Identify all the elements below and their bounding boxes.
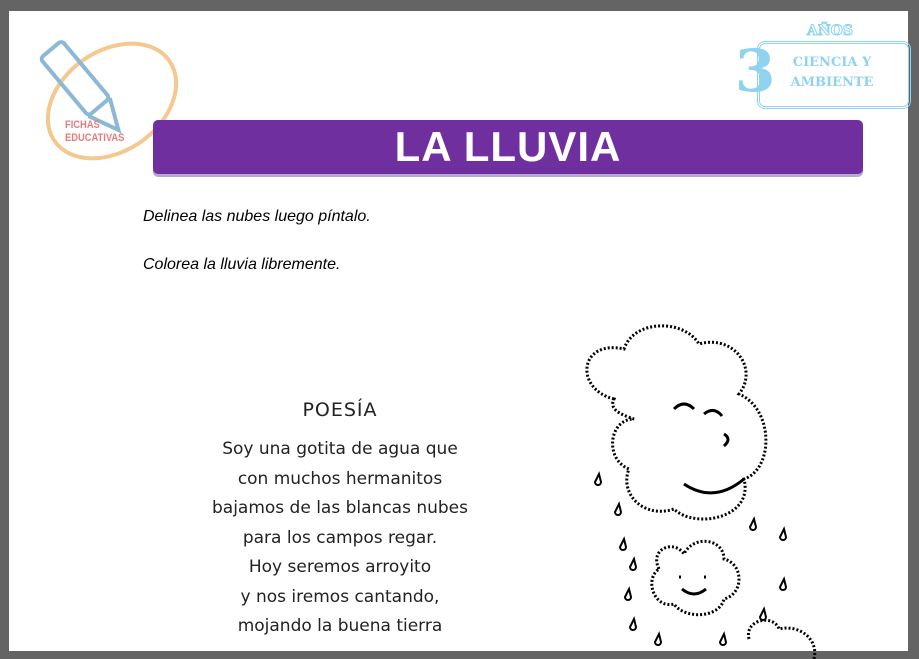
badge-subject-line1: CIENCIA Y <box>792 55 872 70</box>
poem-line: bajamos de las blancas nubes <box>211 498 468 518</box>
poem-heading: POESÍA <box>302 399 378 421</box>
badge-age-number: 3 <box>735 37 776 105</box>
rain-cloud-illustration <box>574 319 834 659</box>
logo-text-line2: EDUCATIVAS <box>65 132 125 144</box>
big-cloud-icon <box>587 326 766 519</box>
instruction-1: Delinea las nubes luego píntalo. <box>143 208 371 225</box>
worksheet-page <box>9 11 908 651</box>
poem-line: con muchos hermanitos <box>237 468 443 489</box>
small-cloud-icon <box>652 541 739 614</box>
logo-text-line1: FICHAS <box>65 119 100 131</box>
badge-subject-line2: AMBIENTE <box>790 75 874 90</box>
poem-line: Hoy seremos arroyito <box>248 557 432 577</box>
poem-line: mojando la buena tierra <box>237 616 443 636</box>
poem-line: y nos iremos cantando, <box>240 586 440 607</box>
poem-line: para los campos regar. <box>242 527 438 548</box>
badge-years: AÑOS <box>807 23 853 39</box>
badge-subject <box>777 53 887 93</box>
poem-line: Soy una gotita de agua que <box>222 439 458 459</box>
page-title: LA LLUVIA <box>153 120 863 174</box>
raindrops-icon <box>595 474 786 645</box>
instruction-2: Colorea la lluvia libremente. <box>143 256 341 273</box>
age-subject-badge <box>727 23 907 103</box>
poem <box>190 399 490 642</box>
